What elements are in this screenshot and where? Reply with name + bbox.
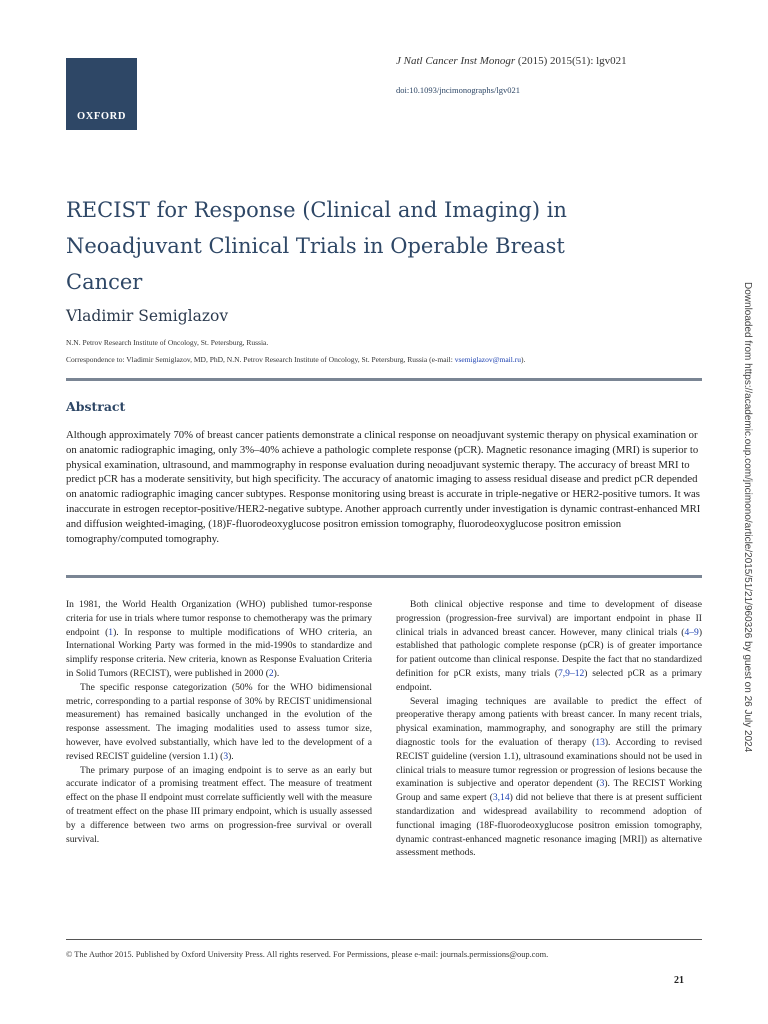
citation-link[interactable]: 3 <box>223 750 229 762</box>
text-run: ) selected pCR as a primary endpoint. <box>396 667 702 693</box>
correspondence-email-link[interactable]: vsemiglazov@mail.ru <box>454 355 521 364</box>
text-run: ). <box>273 667 280 679</box>
text-run: ). <box>228 750 234 762</box>
paragraph <box>396 695 702 861</box>
text-run: In 1981, the World Health Organization (WHO) published tumor-response criteria for use in trials where tumor response to chemotherapy was the primary endpoint ( <box>66 599 372 638</box>
article-title: RECIST for Response (Clinical and Imaging) in Neoadjuvant Clinical Trials in Operable Breast Cancer <box>66 198 567 294</box>
divider-top <box>66 378 702 381</box>
text-run: Several imaging techniques are available to predict the effect of preoperative therapy among patients with breast cancer. In many recent trials, physical examination, mammography, and sonography are still the primary diagnostic tools for the evaluation of therapy ( <box>396 695 702 748</box>
citation-link[interactable]: 3,14 <box>492 792 510 804</box>
abstract-heading: Abstract <box>66 399 126 414</box>
oxford-logo <box>66 58 137 130</box>
abstract-text: Although approximately 70% of breast cancer patients demonstrate a clinical response on neoadjuvant systemic therapy on physical examination or on anatomic radiographic imaging, only 3%–40% achieve a pathologic complete response (pCR). Magnetic resonance imaging (MRI) is superior to physical examination, ultrasound, and mammography in response evaluation during neoadjuvant systemic therapy. The accuracy of breast MRI to predict pCR has a moderate sensitivity, but high specificity. The accuracy of anatomic imaging to assess residual disease and predict pCR depended on anatomic radiographic imaging cancer subtypes. Response monitoring using breast is accurate in triple-negative or HER2-positive tumors. It was inaccurate in estrogen receptor-positive/HER2-negative subtype. Another approach currently under investigation is dynamic contrast-enhanced MRI and diffusion weighted-imaging, (18)F-fluorodeoxyglucose positron emission tomography, fluorodeoxyglucose positron emission tomography/computed tomography. <box>66 429 701 545</box>
copyright-notice: © The Author 2015. Published by Oxford University Press. All rights reserved. For Permissions, please e-mail: journals.permissions@oup.com. <box>66 950 549 959</box>
body-column-left <box>66 598 372 846</box>
journal-reference <box>396 55 627 67</box>
journal-issue: (2015) 2015(51): lgv021 <box>515 55 627 67</box>
citation-link[interactable]: 2 <box>268 667 274 679</box>
text-run: The specific response categorization (50% for the WHO bidimensional metric, corresponding to a partial response of 30% by RECIST unidimensional measurement) has remained basically unchanged in the evolution of the response assessment. The imaging modalities used to assess tumor size, however, have evolved substantially, which have led to the development of a revised RECIST guideline (version 1.1) ( <box>66 681 372 762</box>
citation-link[interactable]: 13 <box>595 736 605 748</box>
correspondence-suffix: ). <box>520 355 526 364</box>
logo-text: OXFORD <box>76 111 127 122</box>
citation-link[interactable]: 1 <box>108 626 114 638</box>
text-run: ). In response to multiple modifications of WHO criteria, an International Working Party was formed in the mid-1990s to standardize and simplify response criteria. New criteria, known as Response Evaluation Criteria in Solid Tumors (RECIST), were published in 2000 ( <box>66 626 373 679</box>
correspondence-prefix: Correspondence to: Vladimir Semiglazov, MD, PhD, N.N. Petrov Research Institute of Oncology, St. Petersburg, Russia (e-mail: <box>66 355 455 364</box>
citation-link[interactable]: 4–9 <box>684 626 699 638</box>
journal-name: J Natl Cancer Inst Monogr <box>396 55 516 67</box>
affiliation: N.N. Petrov Research Institute of Oncology, St. Petersburg, Russia. <box>66 338 269 347</box>
text-run: Both clinical objective response and time to development of disease progression (progression-free survival) are important endpoint in phase II clinical trials in advanced breast cancer. However, many clinical trials ( <box>396 599 702 638</box>
text-run: ). According to revised RECIST guideline (version 1.1), ultrasound examinations should not be used in clinical trials to measure tumor regression or progression of lesions because the examination is subjective and operator dependent ( <box>396 736 702 790</box>
citation-link[interactable]: 7,9–12 <box>558 667 585 679</box>
divider-abstract <box>66 575 702 578</box>
text-run: ) established that pathologic complete response (pCR) is of greater importance for patient outcome than clinical response. Despite the fact that no standardized definition for pCR exists, many trials ( <box>396 626 702 679</box>
doi-link[interactable]: doi:10.1093/jncimonographs/lgv021 <box>396 85 520 95</box>
paragraph <box>66 598 372 681</box>
paragraph <box>396 598 702 695</box>
text-run: ). The RECIST Working Group and same expert ( <box>396 778 702 804</box>
page-number: 21 <box>674 975 684 986</box>
download-watermark: Downloaded from https://academic.oup.com/jncimono/article/2015/51/21/960326 by guest on 26 July 2024 <box>742 282 753 753</box>
correspondence <box>66 355 525 364</box>
author-name: Vladimir Semiglazov <box>66 307 229 325</box>
text-run: ) did not believe that there is at present sufficient standardization and widespread availability to recommend adoption of functional imaging (18F-fluorodeoxyglucose positron emission tomography, dynamic contrast-enhanced magnetic resonance imaging [MRI]) as alternative assessment methods. <box>396 792 702 859</box>
citation-link[interactable]: 3 <box>599 778 605 790</box>
paragraph <box>66 681 372 764</box>
paragraph: The primary purpose of an imaging endpoint is to serve as an early but accurate indicator of a promising treatment effect. The measure of treatment effect on the phase II endpoint must correlate sufficiently well with the measure of treatment effect on the phase III primary endpoint, which is usually assessed by a difference between two arms on progression-free survival or overall survival. <box>66 764 372 845</box>
body-column-right <box>396 598 702 860</box>
footer-divider <box>66 939 702 940</box>
